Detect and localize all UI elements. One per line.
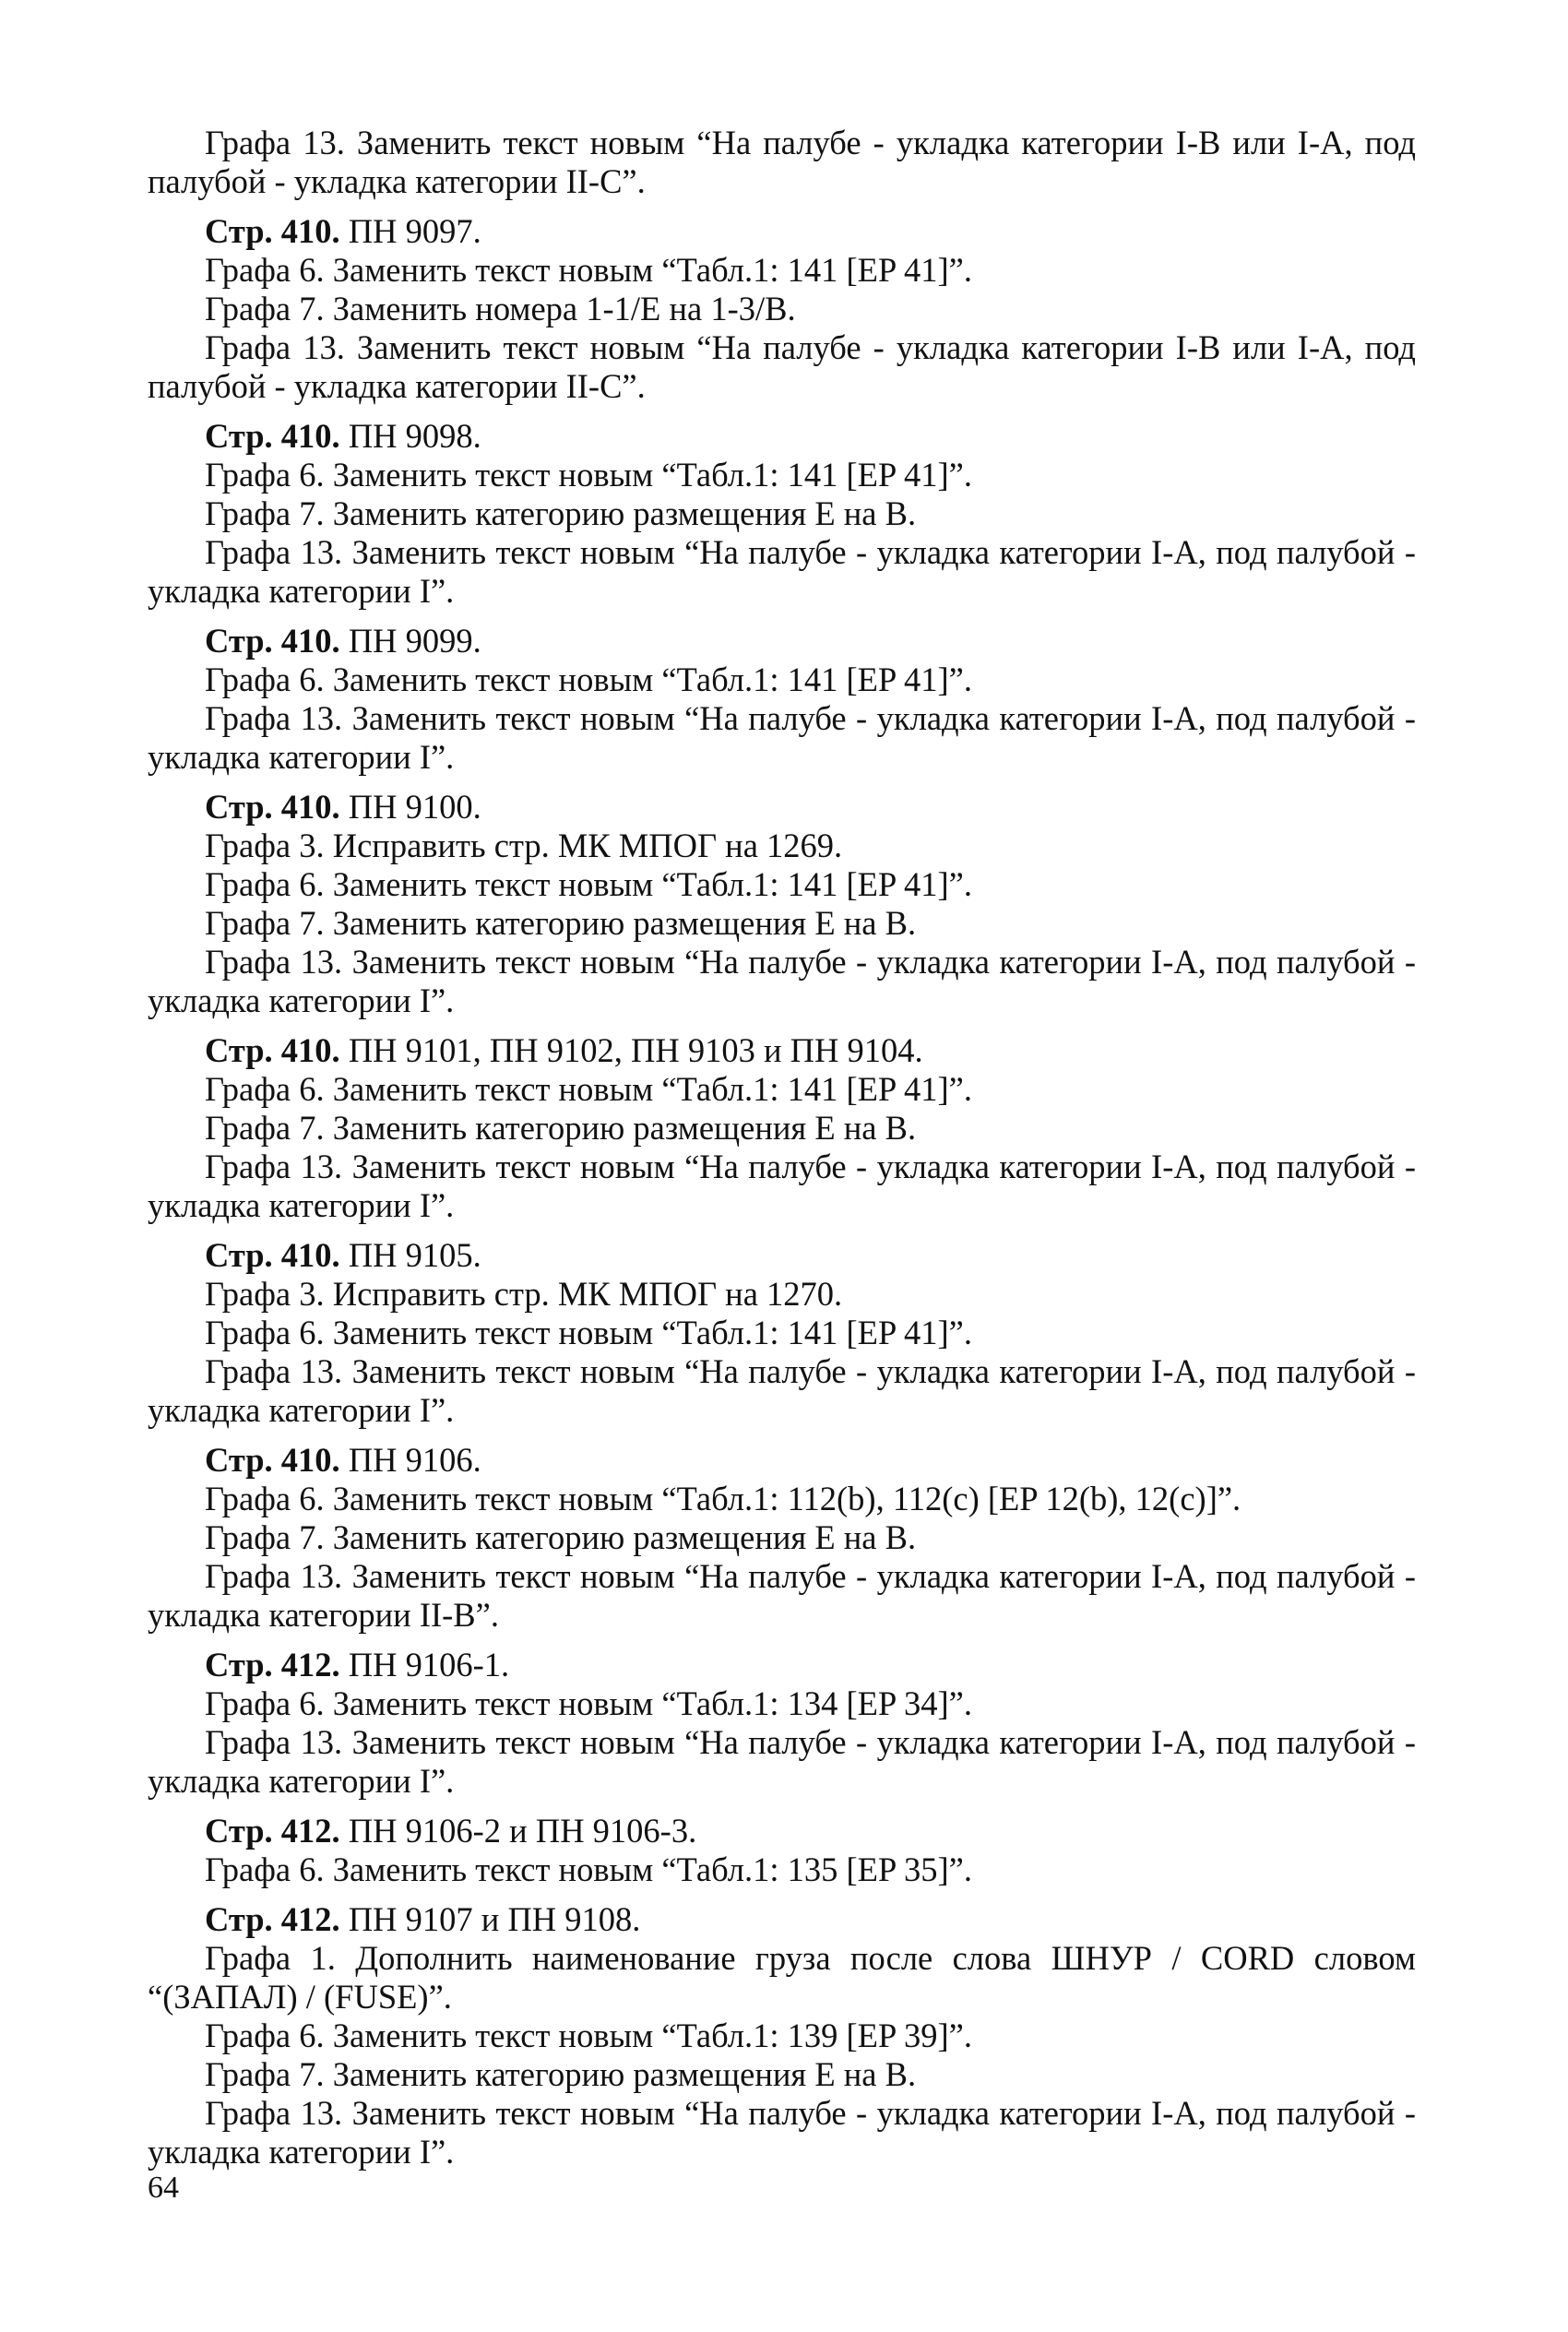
column-instruction: Графа 13. Заменить текст новым “На палубе - укладка категории I-A, под палубой - укладка категории I”. [148, 533, 1416, 610]
un-number: ПН 9098. [348, 417, 481, 455]
column-instruction: Графа 13. Заменить текст новым “На палубе - укладка категории I-A, под палубой - укладка категории I”. [148, 1352, 1416, 1429]
entry-heading [148, 622, 1416, 660]
page-reference: Стр. 410. [205, 1441, 340, 1479]
page-reference: Стр. 412. [205, 1900, 340, 1938]
column-instruction: Графа 13. Заменить текст новым “На палубе - укладка категории I-B или I-A, под палубой - укладка категории II-C”. [148, 328, 1416, 405]
un-number: ПН 9106-2 и ПН 9106-3. [348, 1812, 697, 1850]
amendment-entry [148, 124, 1416, 201]
column-instruction: Графа 6. Заменить текст новым “Табл.1: 134 [EP 34]”. [205, 1684, 972, 1722]
column-instruction: Графа 6. Заменить текст новым “Табл.1: 141 [EP 41]”. [205, 456, 972, 494]
amendment-list [148, 124, 1416, 2171]
un-number: ПН 9100. [348, 788, 481, 826]
column-instruction: Графа 13. Заменить текст новым “На палубе - укладка категории I-A, под палубой - укладка категории I”. [148, 2094, 1416, 2171]
un-number: ПН 9105. [348, 1236, 481, 1274]
un-number: ПН 9099. [348, 622, 481, 660]
column-instruction: Графа 6. Заменить текст новым “Табл.1: 141 [EP 41]”. [205, 865, 972, 903]
entry-heading [148, 212, 1416, 251]
column-instruction: Графа 7. Заменить категорию размещения E на B. [205, 1109, 917, 1147]
amendment-entry [148, 417, 1416, 611]
page-reference: Стр. 410. [205, 788, 340, 826]
page-reference: Стр. 410. [205, 1031, 340, 1069]
column-instruction: Графа 13. Заменить текст новым “На палубе - укладка категории I-A, под палубой - укладка категории I”. [148, 699, 1416, 776]
amendment-entry [148, 1031, 1416, 1225]
column-instruction: Графа 13. Заменить текст новым “На палубе - укладка категории I-A, под палубой - укладка категории I”. [148, 1148, 1416, 1224]
page-reference: Стр. 410. [205, 622, 340, 660]
entry-heading [148, 788, 1416, 827]
un-number: ПН 9097. [348, 212, 481, 250]
column-instruction: Графа 6. Заменить текст новым “Табл.1: 112(b), 112(c) [EP 12(b), 12(c)]”. [205, 1480, 1241, 1517]
column-instruction: Графа 3. Исправить стр. МК МПОГ на 1269. [205, 827, 843, 864]
amendment-entry [148, 1900, 1416, 2171]
column-instruction: Графа 3. Исправить стр. МК МПОГ на 1270. [205, 1275, 843, 1313]
column-instruction: Графа 13. Заменить текст новым “На палубе - укладка категории I-A, под палубой - укладка категории II-B”. [148, 1557, 1416, 1634]
column-instruction: Графа 6. Заменить текст новым “Табл.1: 141 [EP 41]”. [205, 1314, 972, 1351]
document-body [148, 124, 1416, 2183]
entry-heading [148, 1646, 1416, 1684]
column-instruction: Графа 6. Заменить текст новым “Табл.1: 141 [EP 41]”. [205, 660, 972, 698]
column-instruction: Графа 1. Дополнить наименование груза после слова ШНУР / CORD словом “(ЗАПАЛ) / (FUSE)”. [148, 1939, 1416, 2016]
column-instruction: Графа 7. Заменить категорию размещения E на B. [205, 904, 917, 942]
page-reference: Стр. 412. [205, 1646, 340, 1684]
entry-heading [148, 1236, 1416, 1275]
amendment-entry [148, 1812, 1416, 1889]
amendment-entry [148, 788, 1416, 1020]
column-instruction: Графа 6. Заменить текст новым “Табл.1: 141 [EP 41]”. [205, 1070, 972, 1108]
entry-heading [148, 1900, 1416, 1939]
page-reference: Стр. 410. [205, 417, 340, 455]
column-instruction: Графа 6. Заменить текст новым “Табл.1: 135 [EP 35]”. [205, 1850, 972, 1888]
column-instruction: Графа 7. Заменить категорию размещения E на B. [205, 1518, 917, 1556]
column-instruction: Графа 7. Заменить категорию размещения E на B. [205, 2055, 917, 2093]
entry-heading [148, 1812, 1416, 1850]
un-number: ПН 9106-1. [348, 1646, 510, 1684]
amendment-entry [148, 1646, 1416, 1801]
un-number: ПН 9106. [348, 1441, 481, 1479]
column-instruction: Графа 13. Заменить текст новым “На палубе - укладка категории I-A, под палубой - укладка категории I”. [148, 943, 1416, 1019]
page-reference: Стр. 410. [205, 1236, 340, 1274]
amendment-entry [148, 622, 1416, 777]
page-reference: Стр. 412. [205, 1812, 340, 1850]
column-instruction: Графа 6. Заменить текст новым “Табл.1: 141 [EP 41]”. [205, 251, 972, 289]
entry-heading [148, 1441, 1416, 1480]
un-number: ПН 9107 и ПН 9108. [348, 1900, 641, 1938]
page-number: 64 [148, 2171, 179, 2205]
column-instruction: Графа 13. Заменить текст новым “На палубе - укладка категории I-B или I-A, под палубой - укладка категории II-C”. [148, 124, 1416, 200]
amendment-entry [148, 1236, 1416, 1430]
entry-heading [148, 1031, 1416, 1070]
entry-heading [148, 417, 1416, 456]
un-number: ПН 9101, ПН 9102, ПН 9103 и ПН 9104. [348, 1031, 923, 1069]
page-reference: Стр. 410. [205, 212, 340, 250]
amendment-entry [148, 1441, 1416, 1635]
column-instruction: Графа 13. Заменить текст новым “На палубе - укладка категории I-A, под палубой - укладка категории I”. [148, 1723, 1416, 1800]
column-instruction: Графа 7. Заменить номера 1-1/E на 1-3/B. [205, 290, 796, 327]
column-instruction: Графа 7. Заменить категорию размещения E на B. [205, 494, 917, 532]
column-instruction: Графа 6. Заменить текст новым “Табл.1: 139 [EP 39]”. [205, 2017, 972, 2054]
amendment-entry [148, 212, 1416, 406]
